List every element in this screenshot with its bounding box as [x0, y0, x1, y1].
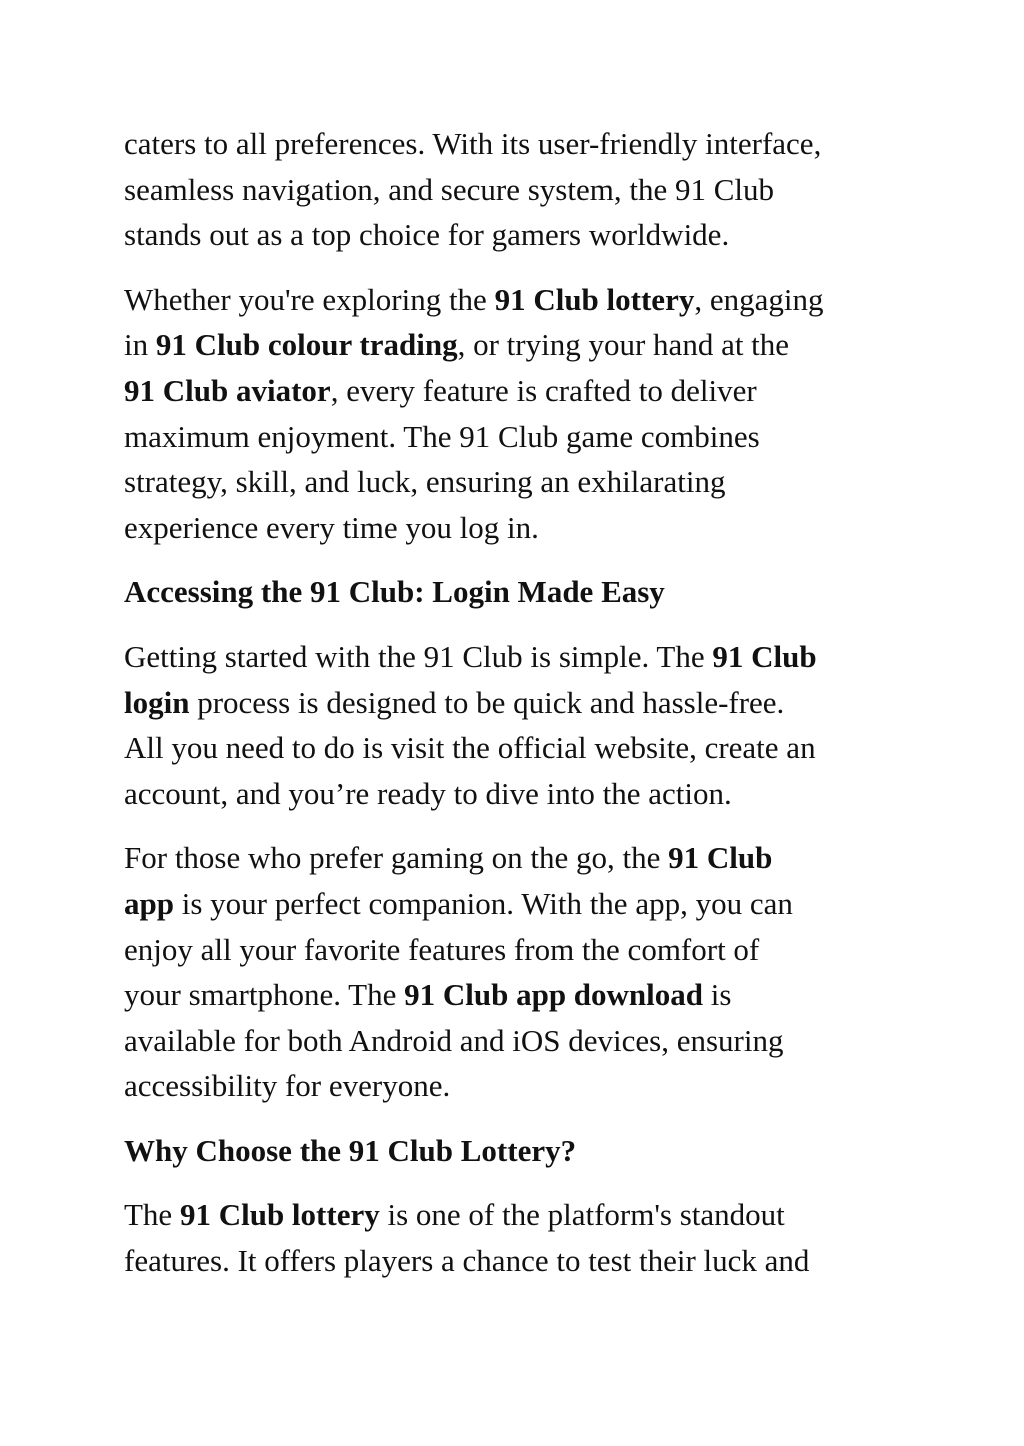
text-line [124, 972, 914, 1018]
paragraph-app [124, 835, 914, 1109]
text-run: The [124, 1197, 180, 1233]
text-line: caters to all preferences. With its user-friendly interface, [124, 126, 822, 161]
paragraph-lottery [124, 1192, 914, 1283]
paragraph-intro [124, 121, 914, 258]
text-line: account, and you’re ready to dive into the action. [124, 775, 732, 811]
document-page [124, 121, 914, 1303]
paragraph-login [124, 634, 914, 816]
text-line [124, 1192, 914, 1238]
text-line [124, 634, 914, 680]
text-line [124, 835, 914, 881]
text-run: , engaging [694, 281, 824, 317]
heading-text: Why Choose the 91 Club Lottery? [124, 1132, 577, 1168]
heading-text: Accessing the 91 Club: Login Made Easy [124, 574, 665, 610]
text-run: is [703, 977, 732, 1013]
text-line [124, 277, 914, 323]
text-run: in [124, 327, 156, 363]
text-line: experience every time you log in. [124, 509, 539, 545]
keyword-91-club-lottery: 91 Club lottery [494, 281, 695, 317]
keyword-91-club-colour-trading: 91 Club colour trading [155, 327, 458, 363]
text-line: strategy, skill, and luck, ensuring an exhilarating [124, 464, 726, 500]
text-line: All you need to do is visit the official website, create an [124, 730, 816, 766]
text-run: is one of the platform's standout [379, 1197, 785, 1233]
keyword-91-club-aviator: 91 Club aviator [124, 372, 331, 408]
text-line: maximum enjoyment. The 91 Club game combines [124, 418, 760, 454]
text-line: enjoy all your favorite features from the comfort of [124, 931, 760, 967]
text-line: available for both Android and iOS devices, ensuring [124, 1022, 784, 1058]
text-run: Whether you're exploring the [124, 281, 495, 317]
text-line: accessibility for everyone. [124, 1068, 451, 1104]
text-run: , or trying your hand at the [457, 327, 790, 363]
section-heading-lottery [124, 1128, 914, 1174]
text-line: stands out as a top choice for gamers worldwide. [124, 217, 730, 253]
text-run: process is designed to be quick and hassle-free. [189, 684, 785, 720]
text-line [124, 881, 914, 927]
text-run: Getting started with the 91 Club is simple. The [124, 638, 713, 674]
paragraph-features [124, 277, 914, 551]
keyword-91-club-app-download: 91 Club app download [404, 977, 704, 1013]
keyword-app: app [124, 885, 174, 921]
text-run: is your perfect companion. With the app, you can [173, 885, 793, 921]
keyword-login: login [124, 684, 190, 720]
keyword-91-club: 91 Club [668, 840, 773, 876]
section-heading-login [124, 569, 914, 615]
text-run: your smartphone. The [124, 977, 405, 1013]
text-run: For those who prefer gaming on the go, the [124, 840, 669, 876]
text-line: seamless navigation, and secure system, the 91 Club [124, 171, 775, 207]
text-line: features. It offers players a chance to test their luck and [124, 1243, 810, 1279]
text-line [124, 680, 914, 726]
keyword-91-club: 91 Club [712, 638, 817, 674]
keyword-91-club-lottery: 91 Club lottery [179, 1197, 380, 1233]
text-run: , every feature is crafted to deliver [330, 372, 757, 408]
text-line [124, 322, 914, 368]
text-line [124, 368, 914, 414]
